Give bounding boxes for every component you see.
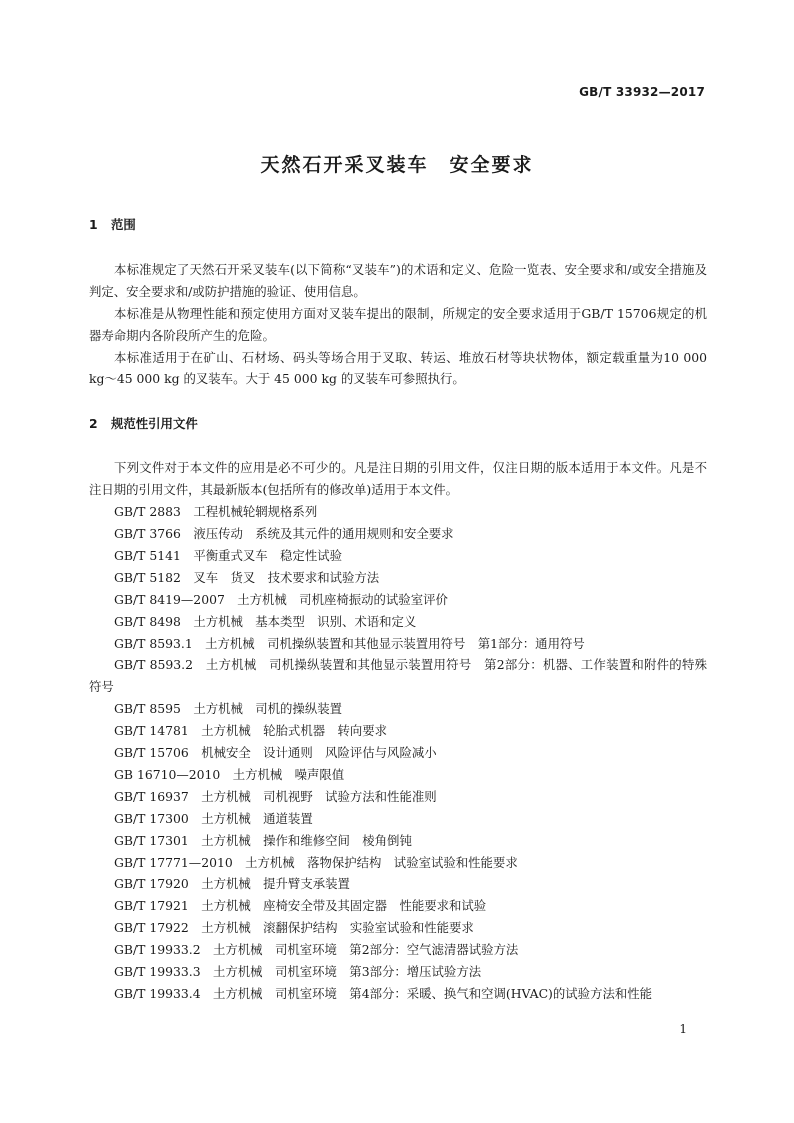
- section-number: 1: [89, 217, 98, 232]
- reference-code: GB/T 17920: [114, 876, 189, 892]
- reference-title: 土方机械 操作和维修空间 棱角倒钝: [201, 832, 412, 848]
- reference-item: [89, 830, 707, 852]
- reference-code: GB/T 17922: [114, 920, 189, 936]
- reference-item: [89, 917, 707, 939]
- reference-item: [89, 589, 707, 611]
- scope-paragraph: 本标准规定了天然石开采叉装车(以下简称“叉装车”)的术语和定义、危险一览表、安全要求和/或安全措施及判定、安全要求和/或防护措施的验证、使用信息。: [89, 261, 707, 299]
- reference-title: 土方机械 滚翻保护结构 实验室试验和性能要求: [201, 920, 474, 936]
- reference-code: GB/T 2883: [114, 504, 181, 520]
- reference-title: 土方机械 座椅安全带及其固定器 性能要求和试验: [201, 898, 487, 914]
- reference-code: GB/T 19933.4: [114, 986, 201, 1001]
- reference-code: GB/T 15706: [114, 745, 189, 761]
- document-title: 天然石开采叉装车 安全要求: [260, 154, 534, 176]
- reference-title: 平衡重式叉车 稳定性试验: [193, 547, 342, 563]
- reference-title: 土方机械 司机视野 试验方法和性能准则: [201, 788, 437, 804]
- reference-code: GB/T 17300: [114, 810, 189, 826]
- reference-code: GB/T 3766: [114, 525, 181, 541]
- page-number: 1: [679, 1022, 687, 1036]
- reference-title: 土方机械 司机的操纵装置: [193, 701, 342, 717]
- reference-title: 土方机械 轮胎式机器 转向要求: [201, 723, 388, 739]
- reference-item: [89, 961, 707, 983]
- reference-title: 土方机械 司机操纵装置和其他显示装置用符号 第2部分：机器、工作装置和附件的特殊符号: [89, 657, 707, 695]
- reference-code: GB/T 8595: [114, 701, 181, 717]
- reference-title: 土方机械 司机室环境 第3部分：增压试验方法: [213, 964, 482, 980]
- reference-code: GB/T 8498: [114, 613, 181, 629]
- reference-item: [89, 939, 707, 961]
- section-number: 2: [89, 416, 98, 432]
- reference-title: 土方机械 司机室环境 第4部分：采暖、换气和空调(HVAC)的试验方法和性能: [213, 986, 653, 1001]
- section-title: 规范性引用文件: [111, 416, 198, 432]
- reference-item: [89, 764, 707, 786]
- reference-title: 土方机械 司机操纵装置和其他显示装置用符号 第1部分：通用符号: [205, 635, 585, 651]
- reference-code: GB/T 8593.2: [114, 657, 193, 673]
- reference-item: [89, 611, 707, 633]
- reference-item: [89, 808, 707, 830]
- reference-title: 土方机械 提升臂支承装置: [201, 876, 350, 892]
- reference-code: GB 16710—2010: [114, 766, 221, 782]
- scope-paragraph: 本标准适用于在矿山、石材场、码头等场合用于叉取、转运、堆放石材等块状物体，额定载重量为10 000 kg～45 000 kg 的叉装车。大于 45 000 kg 的叉装车可参照执行。: [89, 349, 707, 387]
- reference-title: 土方机械 司机座椅振动的试验室评价: [237, 591, 448, 607]
- section-heading-scope: [89, 214, 707, 236]
- references-intro: 下列文件对于本文件的应用是必不可少的。凡是注日期的引用文件，仅注日期的版本适用于本文件。凡是不注日期的引用文件，其最新版本(包括所有的修改单)适用于本文件。: [89, 460, 707, 498]
- document-body: [89, 214, 707, 1005]
- reference-item: [89, 567, 707, 589]
- reference-code: GB/T 19933.3: [114, 964, 201, 980]
- reference-item: [89, 523, 707, 545]
- reference-title: 土方机械 基本类型 识别、术语和定义: [193, 613, 417, 629]
- reference-code: GB/T 19933.2: [114, 942, 201, 958]
- reference-title: 土方机械 落物保护结构 试验室试验和性能要求: [245, 854, 518, 870]
- reference-title: 叉车 货叉 技术要求和试验方法: [193, 569, 380, 585]
- reference-item: [89, 852, 707, 874]
- reference-item: [89, 633, 707, 655]
- reference-item: [89, 786, 707, 808]
- scope-paragraph: 本标准是从物理性能和预定使用方面对叉装车提出的限制，所规定的安全要求适用于GB/T 15706规定的机器寿命期内各阶段所产生的危险。: [89, 305, 707, 343]
- reference-code: GB/T 16937: [114, 788, 189, 804]
- reference-title: 工程机械轮辋规格系列: [193, 504, 318, 520]
- reference-title: 土方机械 噪声限值: [232, 766, 345, 782]
- reference-item: [89, 501, 707, 523]
- reference-code: GB/T 17921: [114, 898, 189, 914]
- standard-code: GB/T 33932—2017: [579, 85, 705, 99]
- reference-code: GB/T 5141: [114, 547, 181, 563]
- reference-item: [89, 720, 707, 742]
- reference-code: GB/T 14781: [114, 723, 189, 739]
- section-heading-normative-references: [89, 413, 707, 435]
- reference-item: [89, 742, 707, 764]
- reference-code: GB/T 8593.1: [114, 635, 193, 651]
- reference-list: [89, 501, 707, 1005]
- reference-code: GB/T 8419—2007: [114, 591, 225, 607]
- reference-code: GB/T 17301: [114, 832, 189, 848]
- reference-item: [89, 545, 707, 567]
- reference-code: GB/T 17771—2010: [114, 854, 233, 870]
- reference-item: [89, 873, 707, 895]
- reference-item: [89, 895, 707, 917]
- reference-code: GB/T 5182: [114, 569, 181, 585]
- section-title: 范围: [111, 217, 136, 232]
- reference-item: [89, 983, 707, 1005]
- reference-title: 液压传动 系统及其元件的通用规则和安全要求: [193, 525, 454, 541]
- reference-item: [89, 698, 707, 720]
- reference-title: 机械安全 设计通则 风险评估与风险减小: [201, 745, 437, 761]
- reference-title: 土方机械 司机室环境 第2部分：空气滤清器试验方法: [213, 942, 519, 958]
- reference-title: 土方机械 通道装置: [201, 810, 313, 826]
- reference-item: [89, 654, 707, 698]
